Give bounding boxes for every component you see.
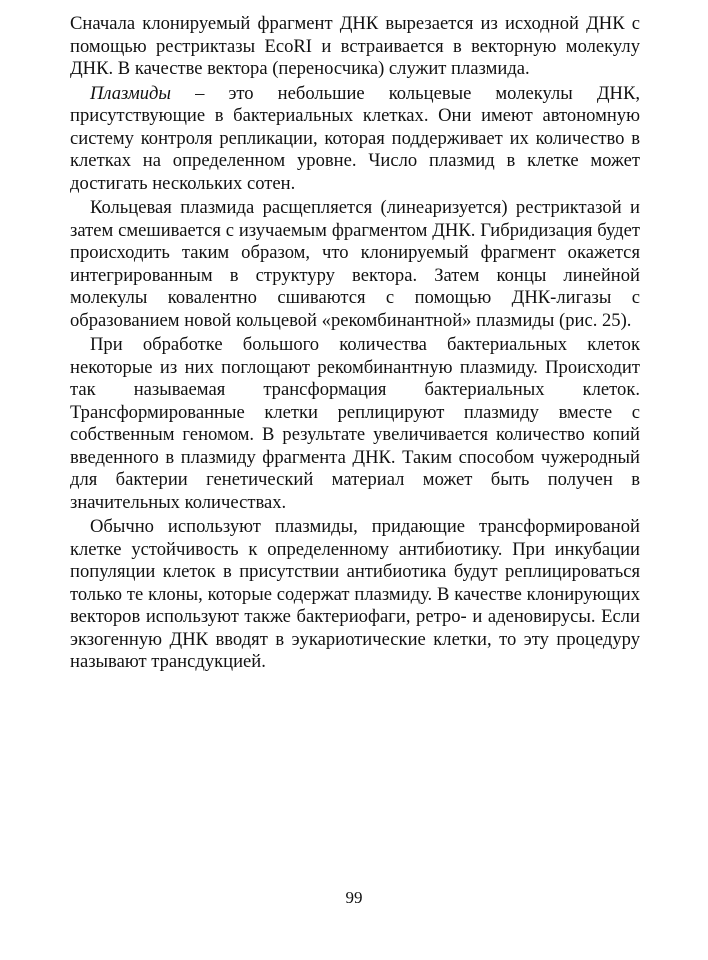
paragraph-3-text: Кольцевая плазмида расщепляется (линеаризуется) рестриктазой и затем смешивается с изучаемым фрагментом ДНК. Гибридизация будет происходить таким образом, что клонируемый фрагмент окажется интегрированным в структуру вектора. Затем концы линейной молекулы ковалентно сшиваются с помощью ДНК-лигазы с образованием новой кольцевой «рекомбинантной» плазмиды (рис. 25). <box>70 197 640 331</box>
paragraph-4 <box>70 334 640 514</box>
page-number: 99 <box>345 888 363 907</box>
paragraph-1-text: Сначала клонируемый фрагмент ДНК вырезается из исходной ДНК с помощью рестриктазы EcoRI и встраивается в векторную молекулу ДНК. В качестве вектора (переносчика) служит плазмида. <box>70 13 640 79</box>
paragraph-5 <box>70 516 640 674</box>
paragraph-4-text: При обработке большого количества бактериальных клеток некоторые из них поглощают рекомбинантную плазмиду. Происходит так называемая трансформация бактериальных клеток. Трансформированные клетки реплицируют плазмиду вместе с собственным геномом. В результате увеличивается количество копий введенного в плазмиду фрагмента ДНК. Таким способом чужеродный для бактерии генетический материал может быть получен в значительных количествах. <box>70 334 640 513</box>
paragraph-1 <box>70 13 640 81</box>
paragraph-2-text: – это небольшие кольцевые молекулы ДНК, присутствующие в бактериальных клетках. Они имеют автономную систему контроля репликации, которая поддерживает их количество в клетках на определенном уровне. Число плазмид в клетке может достигать нескольких сотен. <box>70 82 640 194</box>
term-plasmids: Плазмиды <box>90 82 172 104</box>
paragraph-2 <box>70 83 640 196</box>
body-text <box>70 13 640 674</box>
paragraph-3 <box>70 197 640 332</box>
paragraph-5-text: Обычно используют плазмиды, придающие трансформированой клетке устойчивость к определенному антибиотику. При инкубации популяции клеток в присутствии антибиотика будут реплицироваться только те клоны, которые содержат плазмиду. В качестве клонирующих векторов используют также бактериофаги, ретро- и аденовирусы. Если экзогенную ДНК вводят в эукариотические клетки, то эту процедуру называют трансдукцией. <box>70 516 640 672</box>
